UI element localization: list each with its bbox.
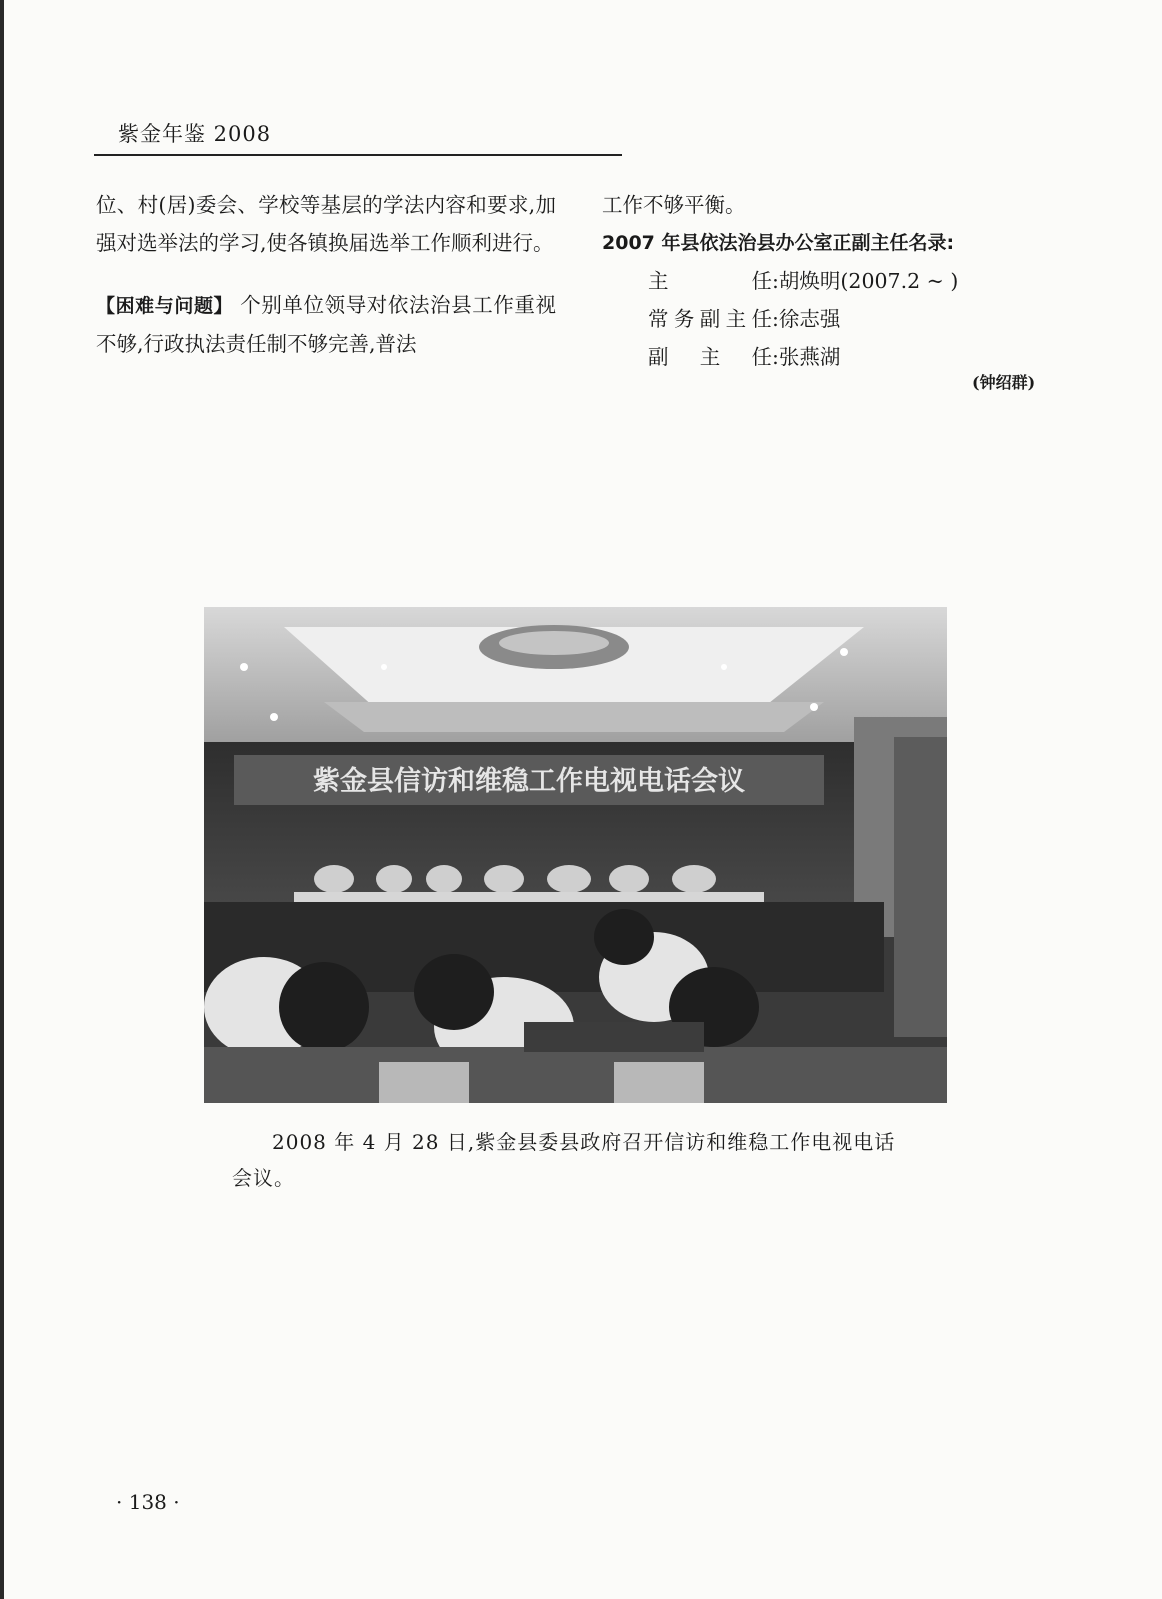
meeting-photo bbox=[204, 607, 947, 1103]
roster-name: :徐志强 bbox=[772, 307, 841, 331]
header-rule bbox=[94, 154, 622, 156]
photo-caption: 2008 年 4 月 28 日,紫金县委县政府召开信访和维稳工作电视电话会议。 bbox=[232, 1130, 896, 1190]
paragraph-election: 位、村(居)委会、学校等基层的学法内容和要求,加强对选举法的学习,使各镇换届选举工作顺利进行。 bbox=[96, 193, 556, 255]
roster-row bbox=[602, 300, 1062, 338]
roster-name: :胡焕明(2007.2 ~ ) bbox=[772, 269, 959, 293]
author-credit: (钟绍群) bbox=[972, 373, 1036, 392]
paragraph-problems bbox=[96, 286, 556, 363]
paragraph-continuation: 工作不够平衡。 bbox=[602, 193, 746, 217]
roster-role: 副 主 任 bbox=[648, 345, 772, 369]
problems-text: 个别单位领导对依法治县工作重视不够,行政执法责任制不够完善,普法 bbox=[96, 293, 556, 356]
banner-text: 紫金县信访和维稳工作电视电话会议 bbox=[313, 766, 745, 797]
left-column bbox=[96, 186, 556, 363]
roster-role: 常 务 副 主 任 bbox=[648, 307, 772, 331]
roster-role: 主 任 bbox=[648, 269, 772, 293]
scan-edge bbox=[0, 0, 4, 1599]
right-column bbox=[602, 186, 1062, 376]
roster-name: :张燕湖 bbox=[772, 345, 841, 369]
running-head: 紫金年鉴 2008 bbox=[118, 122, 272, 146]
page-number: · 138 · bbox=[116, 1490, 180, 1514]
problems-heading: 【困难与问题】 bbox=[96, 295, 234, 317]
meeting-photo-illustration bbox=[204, 607, 947, 1103]
roster-title: 2007 年县依法治县办公室正副主任名录: bbox=[602, 232, 955, 254]
roster-row bbox=[602, 262, 1062, 300]
